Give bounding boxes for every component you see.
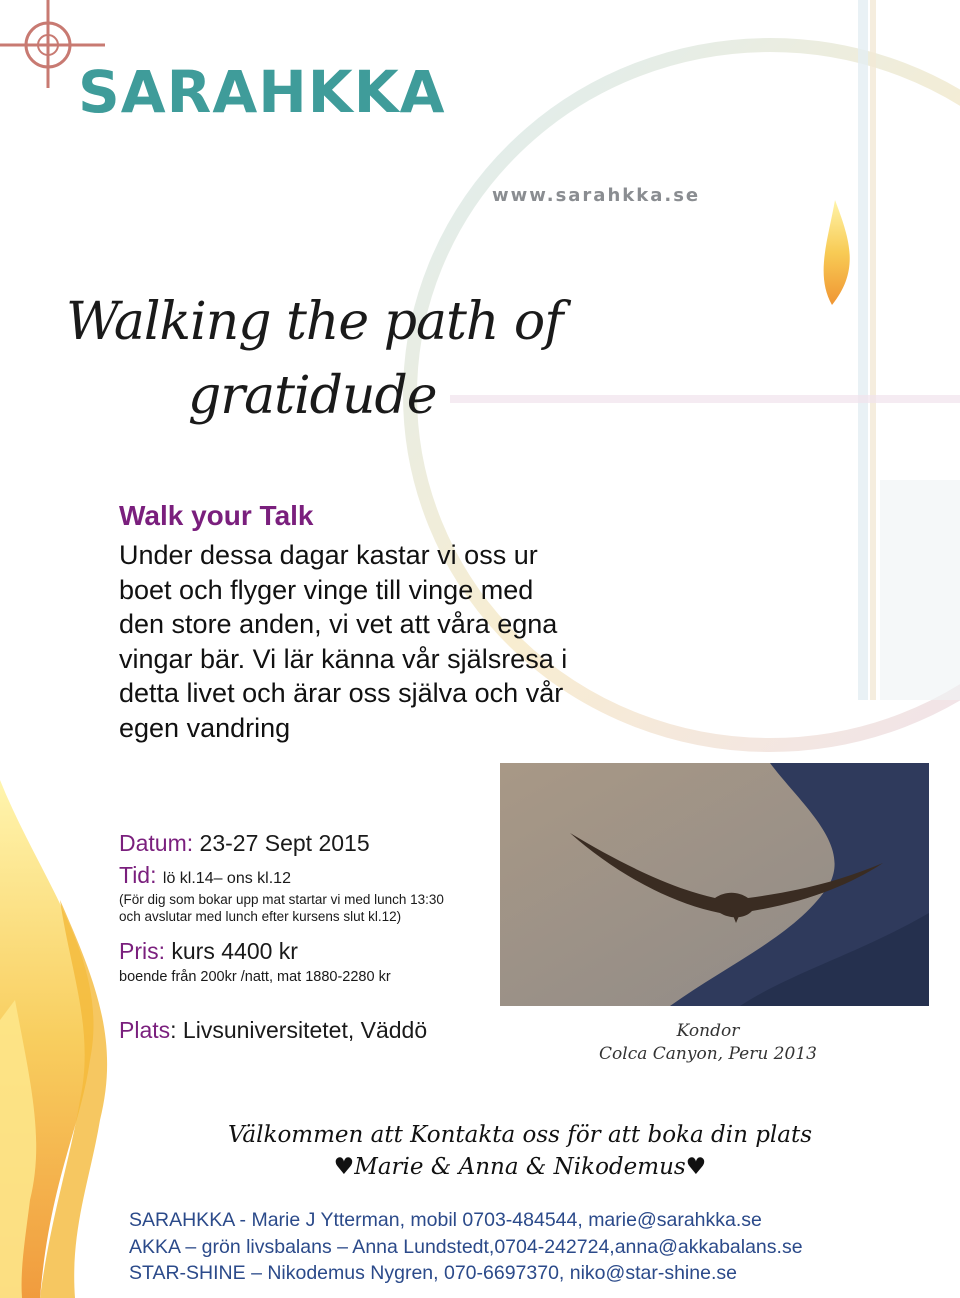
- date-value: 23-27 Sept 2015: [199, 830, 370, 856]
- intro-line: boet och flyger vinge till vinge med: [119, 574, 534, 605]
- website-url[interactable]: www.sarahkka.se: [492, 185, 701, 206]
- time-row: [119, 862, 291, 889]
- intro-line: detta livet och ärar oss själva och vår: [119, 678, 564, 708]
- time-note-1: (För dig som bokar upp mat startar vi med lunch 13:30: [119, 892, 444, 907]
- time-note-2: och avslutar med lunch efter kursens slut kl.12): [119, 909, 402, 924]
- photo-caption-title: Kondor: [676, 1021, 740, 1041]
- intro-line: Under dessa dagar kastar vi oss ur: [119, 540, 538, 570]
- intro-heading: Walk your Talk: [119, 500, 314, 531]
- welcome-line-1: Välkommen att Kontakta oss för att boka din plats: [227, 1122, 813, 1148]
- title-line-2: gratidude: [188, 366, 437, 426]
- title-line-1: Walking the path of: [66, 292, 563, 352]
- place-value: : Livsuniversitetet, Väddö: [170, 1017, 428, 1043]
- price-row: [119, 938, 298, 965]
- contact-star-shine: STAR-SHINE – Nikodemus Nygren, 070-6697370, niko@star-shine.se: [129, 1262, 737, 1284]
- photo-caption-location: Colca Canyon, Peru 2013: [599, 1044, 817, 1064]
- contact-akka: AKKA – grön livsbalans – Anna Lundstedt,0704-242724,anna@akkabalans.se: [129, 1236, 803, 1258]
- price-value: kurs 4400 kr: [171, 938, 298, 964]
- price-note: boende från 200kr /natt, mat 1880-2280 kr: [119, 969, 391, 985]
- time-value: lö kl.14– ons kl.12: [162, 870, 291, 887]
- date-row: [119, 830, 370, 857]
- contact-sarahkka: SARAHKKA - Marie J Ytterman, mobil 0703-484544, marie@sarahkka.se: [129, 1209, 762, 1231]
- condor-photo: [500, 763, 929, 1006]
- sarahkka-logo: SARAHKKA: [78, 58, 446, 126]
- intro-line: vingar bär. Vi lär känna vår själsresa i: [119, 643, 568, 674]
- intro-paragraph: [119, 538, 619, 745]
- price-label: Pris:: [119, 938, 165, 964]
- intro-line: egen vandring: [119, 712, 291, 743]
- place-row: [119, 1017, 427, 1044]
- date-label: Datum:: [119, 830, 194, 856]
- intro-line: den store anden, vi vet att våra egna: [119, 609, 558, 639]
- time-label: Tid:: [119, 862, 157, 888]
- welcome-line-2: ♥Marie & Anna & Nikodemus♥: [333, 1154, 707, 1180]
- place-label: Plats: [119, 1017, 171, 1043]
